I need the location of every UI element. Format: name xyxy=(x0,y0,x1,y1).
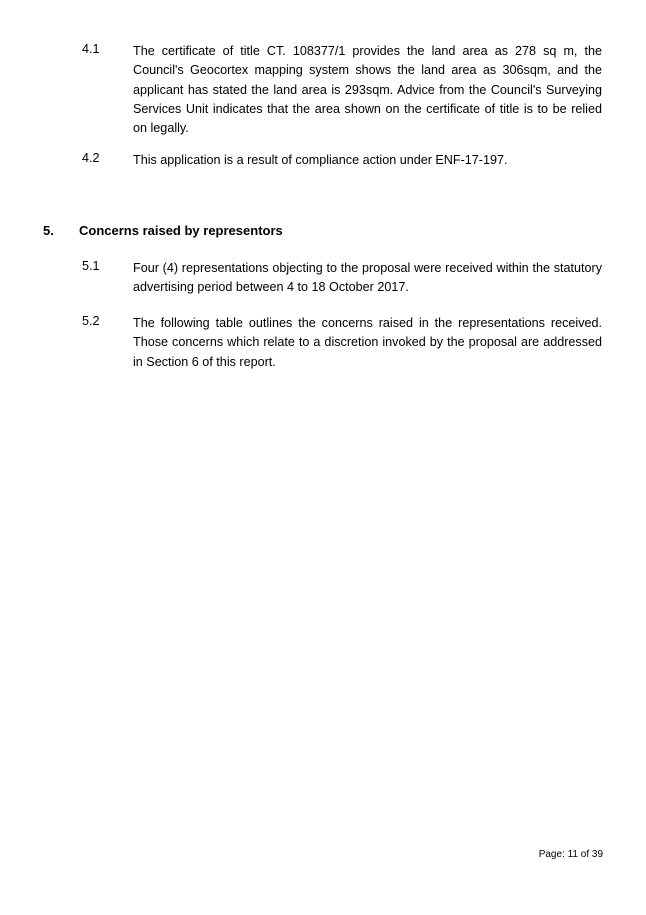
section-number: 5. xyxy=(43,223,54,238)
paragraph-number: 4.2 xyxy=(82,151,100,165)
paragraph-number: 4.1 xyxy=(82,42,100,56)
paragraph-text: Four (4) representations objecting to the proposal were received within the statutory advertising period between 4 to 18 October 2017. xyxy=(133,261,602,295)
section-heading xyxy=(43,223,283,238)
paragraph-4-1 xyxy=(82,42,602,138)
page-number: Page: 11 of 39 xyxy=(538,849,603,860)
section-title: Concerns raised by representors xyxy=(79,223,283,238)
paragraph-5-1 xyxy=(82,259,602,298)
paragraph-5-2 xyxy=(82,314,602,372)
paragraph-text: The following table outlines the concerns raised in the representations received. Those concerns which relate to a discretion invoked by the proposal are addressed in Section 6 of this report. xyxy=(133,316,602,369)
paragraph-text: This application is a result of compliance action under ENF-17-197. xyxy=(133,153,508,167)
paragraph-number: 5.1 xyxy=(82,259,100,273)
paragraph-4-2 xyxy=(82,151,602,170)
paragraph-text: The certificate of title CT. 108377/1 provides the land area as 278 sq m, the Council's Geocortex mapping system shows the land area as 306sqm, and the applicant has stated the land area is 293sqm. Advice from the Council's Surveying Services Unit indicates that the area shown on the certificate of title is to be relied on legally. xyxy=(133,44,602,136)
paragraph-number: 5.2 xyxy=(82,314,100,328)
